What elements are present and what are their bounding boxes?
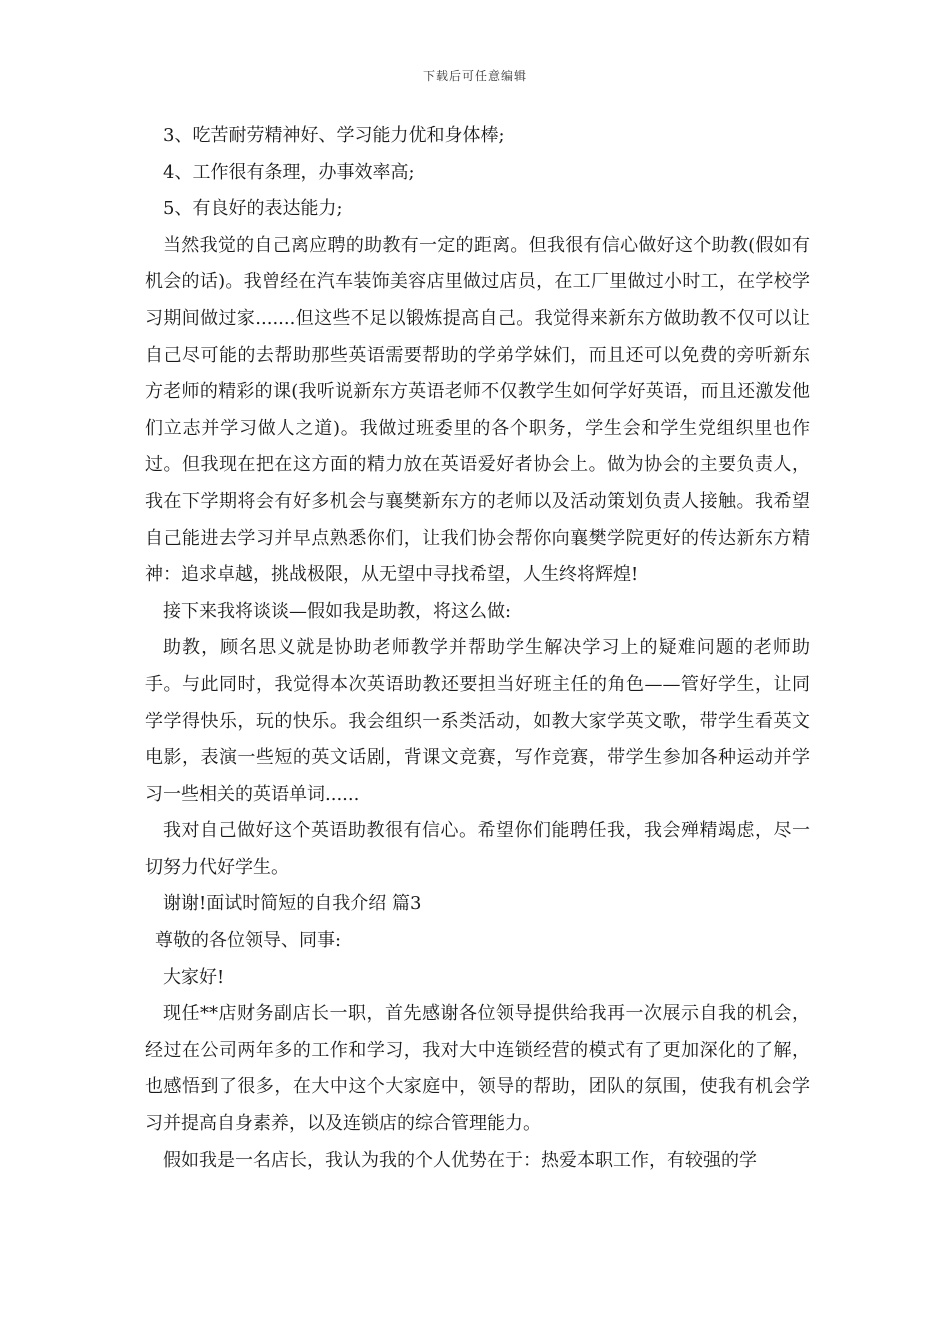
list-item-4: 4、工作很有条理，办事效率高; <box>163 161 415 183</box>
header-note: 下载后可任意编辑 <box>422 69 527 83</box>
paragraph-self-assessment: 当然我觉的自己离应聘的助教有一定的距离。但我很有信心做好这个助教(假如有机会的话)。我曾经在汽车装饰美容店里做过店员，在工厂里做过小时工，在学校学习期间做过家.......但这些不足以锻炼提高自己。我觉得来新东方做助教不仅可以让自己尽可能的去帮助那些英语需要帮助的学弟学妹们，而且还可以免费的旁听新东方老师的精彩的课(我听说新东方英语老师不仅教学生如何学好英语，而且还激发他们立志并学习做人之道)。我做过班委里的各个职务，学生会和学生党组织里也作过。但我现在把在这方面的精力放在英语爱好者协会上。做为协会的主要负责人，我在下学期将会有好多机会与襄樊新东方的老师以及活动策划负责人接触。我希望自己能进去学习并早点熟悉你们，让我们协会帮你向襄樊学院更好的传达新东方精神：追求卓越，挑战极限，从无望中寻找希望，人生终将辉煌! <box>145 234 810 586</box>
paragraph-current-position: 现任**店财务副店长一职，首先感谢各位领导提供给我再一次展示自我的机会，经过在公司两年多的工作和学习，我对大中连锁经营的模式有了更加深化的了解，也感悟到了很多，在大中这个大家庭中，领导的帮助，团队的氛围，使我有机会学习并提高自身素养，以及连锁店的综合管理能力。 <box>145 1003 810 1135</box>
paragraph-assistant-role: 助教，顾名思义就是协助老师教学并帮助学生解决学习上的疑难问题的老师助手。与此同时，我觉得本次英语助教还要担当好班主任的角色——管好学生，让同学学得快乐，玩的快乐。我会组织一系类活动，如教大家学英文歌，带学生看英文电影，表演一些短的英文话剧，背课文竞赛，写作竞赛，带学生参加各种运动并学习一些相关的英语单词...... <box>145 637 810 805</box>
salutation: 尊敬的各位领导、同事: <box>155 930 342 952</box>
document-body <box>145 118 810 1179</box>
list-item-3: 3、吃苦耐劳精神好、学习能力优和身体棒; <box>163 125 505 146</box>
paragraph-plan-intro: 接下来我将谈谈—假如我是助教，将这么做: <box>163 600 512 622</box>
paragraph-strengths: 假如我是一名店长，我认为我的个人优势在于：热爱本职工作，有较强的学 <box>163 1149 757 1171</box>
paragraph-confidence: 我对自己做好这个英语助教很有信心。希望你们能聘任我，我会殚精竭虑，尽一切努力代好学生。 <box>145 820 810 878</box>
list-item-5: 5、有良好的表达能力; <box>163 198 343 220</box>
greeting: 大家好! <box>163 966 225 988</box>
section-title: 谢谢!面试时简短的自我介绍 篇3 <box>163 893 422 915</box>
